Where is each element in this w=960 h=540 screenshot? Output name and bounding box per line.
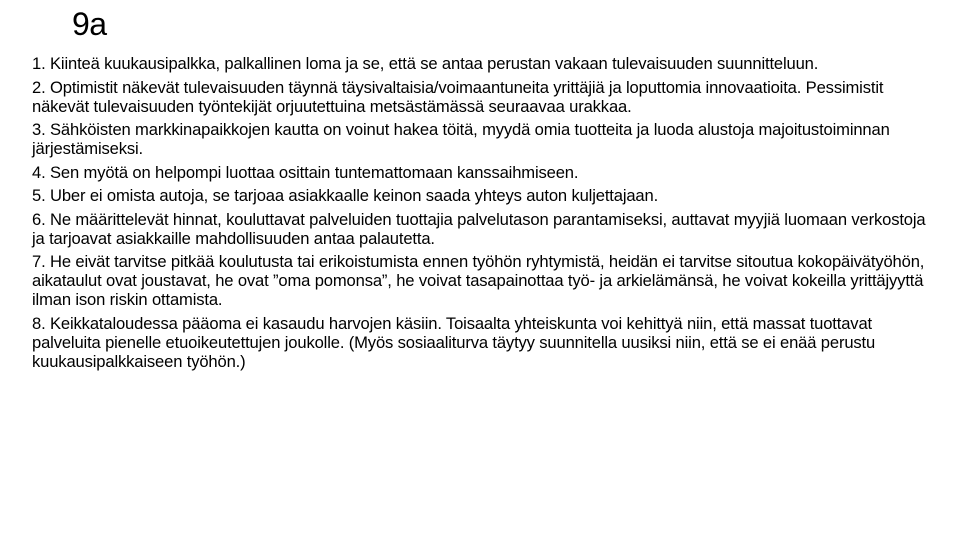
answer-item-3: 3. Sähköisten markkinapaikkojen kautta on voinut hakea töitä, myydä omia tuotteita ja luoda alustoja majoitustoiminnan järjestämiseksi. bbox=[32, 120, 890, 158]
answer-list bbox=[32, 54, 942, 375]
answer-item-1: 1. Kiinteä kuukausipalkka, palkallinen loma ja se, että se antaa perustan vakaan tulevaisuuden suunnitteluun. bbox=[32, 54, 819, 73]
answer-item-5: 5. Uber ei omista autoja, se tarjoaa asiakkaalle keinon saada yhteys auton kuljettajaan. bbox=[32, 186, 659, 205]
answer-item-8: 8. Keikkataloudessa pääoma ei kasaudu harvojen käsiin. Toisaalta yhteiskunta voi kehittyä niin, että massat tuottavat palveluita pienelle etuoikeutettujen joukolle. (Myös sosiaaliturva täytyy suunnitella uusiksi niin, että se ei enää perustu kuukausipalkkaiseen työhön.) bbox=[32, 313, 876, 371]
answer-item-6: 6. Ne määrittelevät hinnat, kouluttavat palveluiden tuottajia palvelutason parantamiseksi, auttavat myyjiä luomaan verkostoja ja tarjoavat asiakkaille mahdollisuuden antaa palautetta. bbox=[32, 209, 926, 248]
answer-item-4: 4. Sen myötä on helpompi luottaa osittain tuntemattomaan kanssaihmiseen. bbox=[32, 162, 579, 182]
answer-item-7: 7. He eivät tarvitse pitkää koulutusta tai erikoistumista ennen työhön ryhtymistä, heidän ei tarvitse sitoutua kokopäivätyöhön, aikataulut ovat joustavat, he ovat ”oma pomonsa”, he voivat tasapainottaa työ- ja arkielämänsä, he voivat kokeilla yrittäjyyttä ilman ison riskin ottamista. bbox=[32, 252, 925, 309]
answer-item-2: 2. Optimistit näkevät tulevaisuuden täynnä täysivaltaisia/voimaantuneita yrittäjiä ja loputtomia innovaatioita. Pessimistit näkevät tulevaisuuden työntekijät orjuutettuina metsästämässä seuraavaa urakkaa. bbox=[32, 77, 884, 116]
slide-title: 9a bbox=[72, 6, 107, 42]
